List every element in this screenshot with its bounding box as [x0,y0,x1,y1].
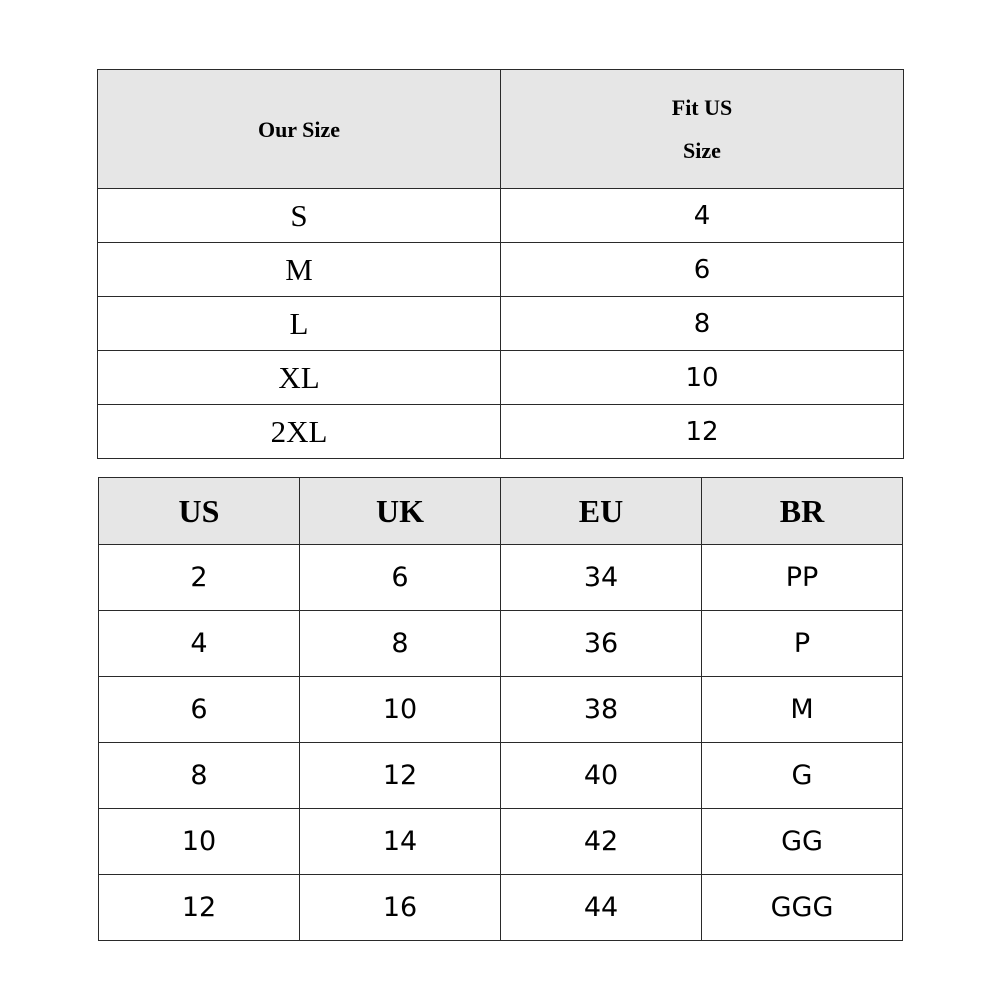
table-row [99,545,903,611]
eu-cell: 34 [501,545,702,611]
uk-cell: 10 [300,677,501,743]
table-row [98,405,904,459]
our-size-cell: 2XL [98,405,501,459]
table-row [98,351,904,405]
table-row [99,743,903,809]
eu-cell: 42 [501,809,702,875]
fit-us-cell: 8 [501,297,904,351]
table-row [99,677,903,743]
table-row [99,611,903,677]
header-uk: UK [300,478,501,545]
us-cell: 4 [99,611,300,677]
br-cell: GG [702,809,903,875]
size-conversion-table [98,477,903,941]
uk-cell: 6 [300,545,501,611]
header-fit-us-line2: Size [683,138,721,163]
br-cell: M [702,677,903,743]
eu-cell: 38 [501,677,702,743]
table-row [99,875,903,941]
conversion-header-row [99,478,903,545]
header-fit-us-size [501,70,904,189]
br-cell: P [702,611,903,677]
our-size-cell: S [98,189,501,243]
table-row [98,243,904,297]
us-cell: 12 [99,875,300,941]
us-cell: 2 [99,545,300,611]
eu-cell: 40 [501,743,702,809]
our-size-cell: M [98,243,501,297]
fit-us-cell: 10 [501,351,904,405]
our-size-cell: XL [98,351,501,405]
br-cell: PP [702,545,903,611]
br-cell: GGG [702,875,903,941]
eu-cell: 44 [501,875,702,941]
fit-size-table [97,69,904,459]
header-us: US [99,478,300,545]
fit-us-cell: 6 [501,243,904,297]
table-row [98,297,904,351]
fit-us-cell: 12 [501,405,904,459]
table-row [98,189,904,243]
our-size-cell: L [98,297,501,351]
uk-cell: 8 [300,611,501,677]
header-our-size: Our Size [98,70,501,189]
table-row [99,809,903,875]
header-br: BR [702,478,903,545]
header-eu: EU [501,478,702,545]
us-cell: 10 [99,809,300,875]
us-cell: 8 [99,743,300,809]
br-cell: G [702,743,903,809]
uk-cell: 12 [300,743,501,809]
uk-cell: 16 [300,875,501,941]
fit-us-cell: 4 [501,189,904,243]
eu-cell: 36 [501,611,702,677]
header-fit-us-line1: Fit US [671,95,733,120]
fit-size-header-row [98,70,904,189]
us-cell: 6 [99,677,300,743]
uk-cell: 14 [300,809,501,875]
